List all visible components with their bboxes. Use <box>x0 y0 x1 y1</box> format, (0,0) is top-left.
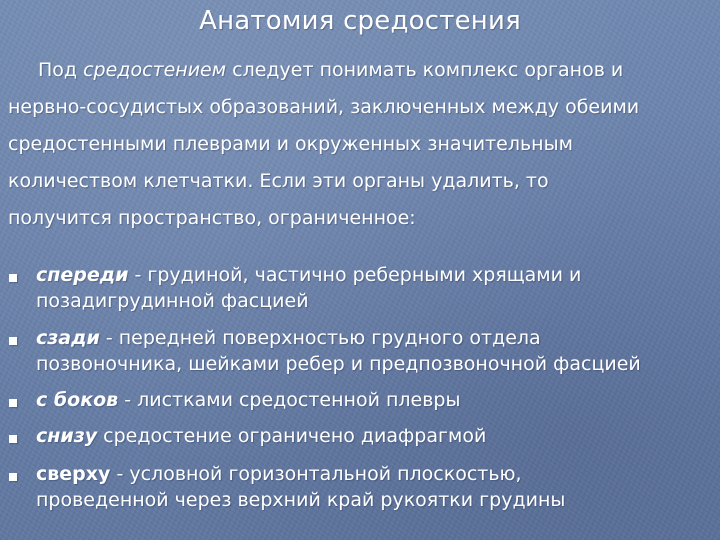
bullet-term: спереди <box>36 264 129 286</box>
boundary-list <box>8 262 714 513</box>
list-item <box>8 461 714 513</box>
bullet-text-continued: позвоночника, шейками ребер и предпозвоночной фасцией <box>36 353 641 375</box>
intro-line-2: нервно-сосудистых образований, заключенных между обеими <box>8 96 640 118</box>
square-bullet-icon <box>9 399 17 407</box>
bullet-text: - условной горизонтальной плоскостью, <box>110 463 522 485</box>
bullet-term: с боков <box>36 389 119 411</box>
bullet-text: средостение ограничено диафрагмой <box>97 425 487 447</box>
bullet-text-continued: проведенной через верхний край рукоятки грудины <box>36 489 566 511</box>
intro-line-5: получится пространство, ограниченное: <box>8 207 416 229</box>
list-item <box>8 262 714 314</box>
intro-line-1 <box>8 52 714 89</box>
square-bullet-icon <box>9 274 17 282</box>
bullet-text: - передней поверхностью грудного отдела <box>99 327 541 349</box>
intro-term: средостением <box>83 59 227 81</box>
list-item <box>8 325 714 377</box>
bullet-text: - листками средостенной плевры <box>118 389 461 411</box>
bullet-term: снизу <box>36 425 98 447</box>
intro-line-1-rest: следует понимать комплекс органов и <box>232 59 624 81</box>
bullet-term: сзади <box>36 327 100 349</box>
bullet-term: сверху <box>36 463 111 485</box>
slide-title: Анатомия средостения <box>199 6 521 36</box>
square-bullet-icon <box>9 435 17 443</box>
intro-line-4: количеством клетчатки. Если эти органы удалить, то <box>8 170 549 192</box>
intro-line-3: средостенными плеврами и окруженных значительным <box>8 133 573 155</box>
list-item <box>8 423 714 449</box>
intro-paragraph <box>8 52 714 237</box>
bullet-text: - грудиной, частично реберными хрящами и <box>128 264 582 286</box>
list-item <box>8 387 714 413</box>
bullet-text-continued: позадигрудинной фасцией <box>36 290 309 312</box>
intro-lead: Под <box>38 59 78 81</box>
square-bullet-icon <box>9 337 17 345</box>
square-bullet-icon <box>9 473 17 481</box>
